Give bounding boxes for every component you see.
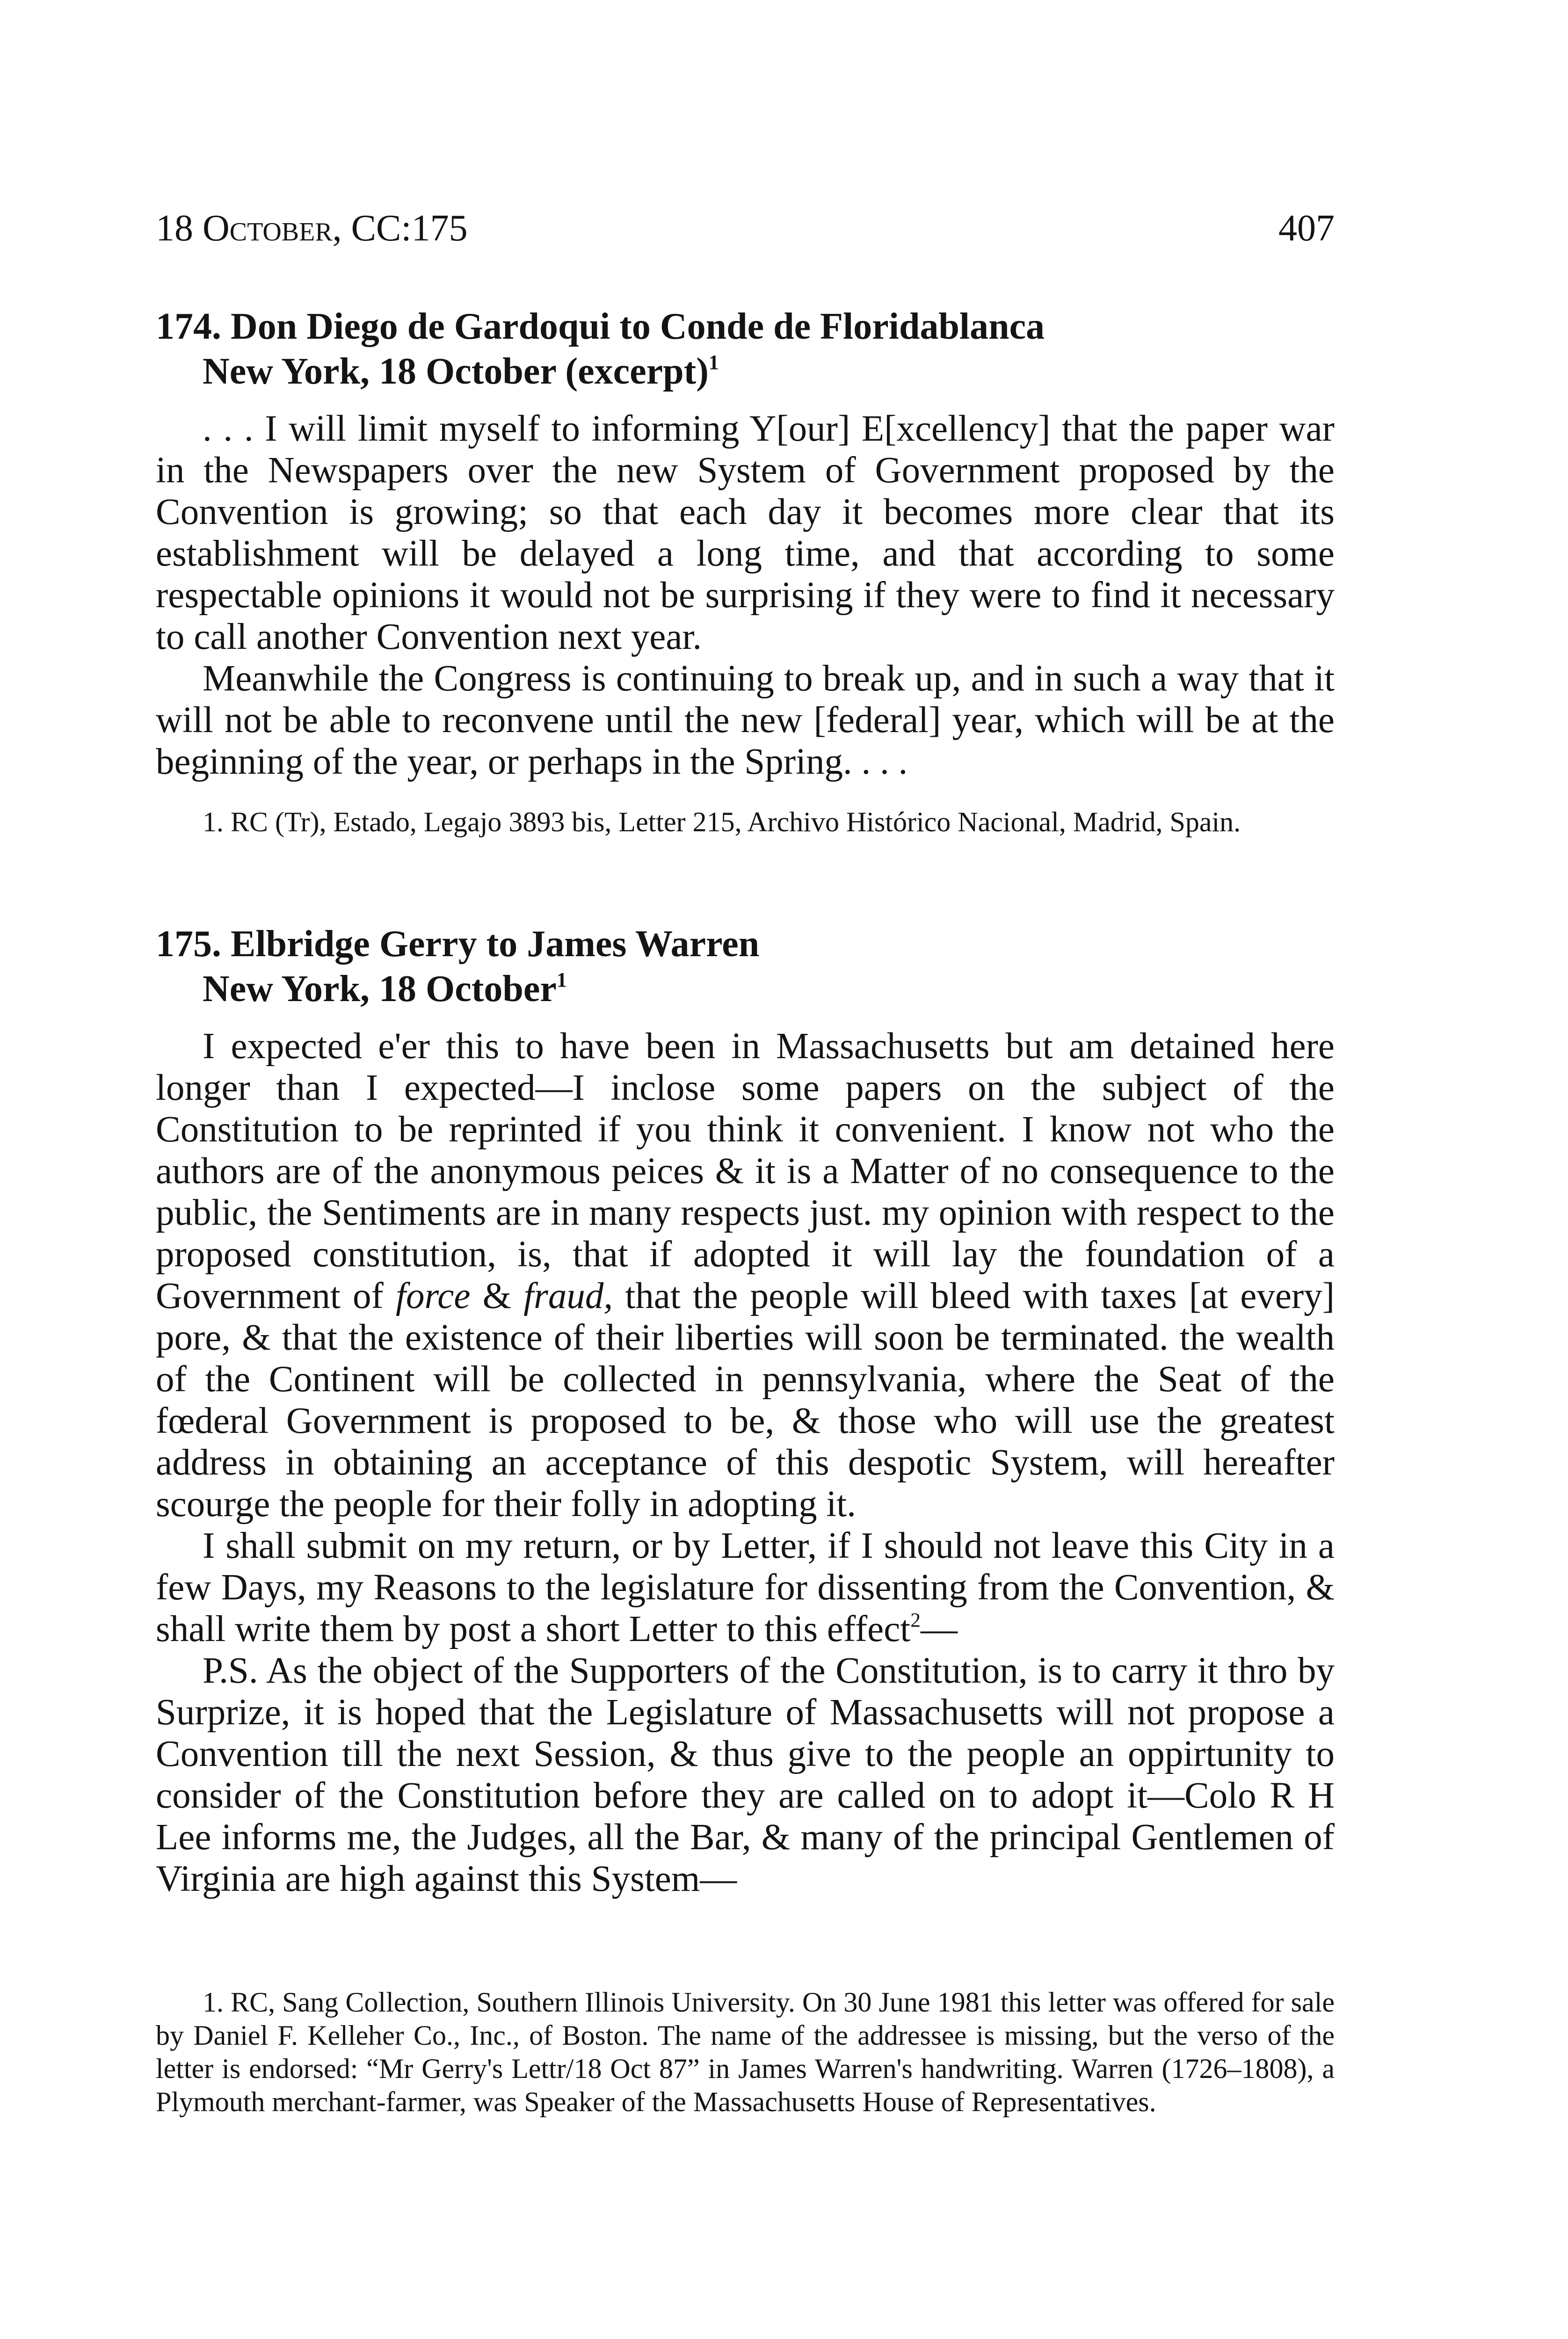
page-number: 407	[1278, 208, 1335, 249]
running-head-title: 18 October, CC:175	[156, 208, 468, 249]
document-175-postscript: P.S. As the object of the Supporters of the Constitution, is to carry it thro by Surprize, it is hoped that the Legislature of Massachusetts will not propose a Convention till the next Session, & thus give to the people an oppirtunity to consider of the Constitution before they are called on to adopt it—Colo R H Lee informs me, the Judges, all the Bar, & many of the principal Gentlemen of Virginia are high against this System—	[156, 1650, 1335, 1899]
footnote-text: 1. RC (Tr), Estado, Legajo 3893 bis, Letter 215, Archivo Histórico Nacional, Madrid, Spain.	[203, 806, 1241, 837]
document-175-title: 175. Elbridge Gerry to James Warren	[156, 923, 760, 965]
footnote-text: 1. RC, Sang Collection, Southern Illinois University. On 30 June 1981 this letter was offered for sale by Daniel F. Kelleher Co., Inc., of Boston. The name of the addressee is missing, but the verso of the letter is endorsed: “Mr Gerry's Lettr/18 Oct 87” in James Warren's handwriting. Warren (1726–1808), a Plymouth merchant-farmer, was Speaker of the Massachusetts House of Representatives.	[156, 1987, 1335, 2117]
document-175-paragraph-2: I shall submit on my return, or by Letter, if I should not leave this City in a few Days, my Reasons to the legislature for dissenting from the Convention, & shall write them by post a short Letter to this effect$^2$—	[156, 1525, 1335, 1649]
document-174-dateline: New York, 18 October (excerpt)$^1$	[203, 351, 719, 392]
document-175-footnote	[156, 1986, 1335, 2119]
document-174-paragraph-1: . . . I will limit myself to informing Y[our] E[xcellency] that the paper war in the Newspapers over the new System of Government proposed by the Convention is growing; so that each day it becomes more clear that its establishment will be delayed a long time, and that according to some respectable opinions it would not be surprising if they were to find it necessary to call another Convention next year.	[156, 408, 1335, 657]
document-174-paragraph-2: Meanwhile the Congress is continuing to break up, and in such a way that it will not be able to reconvene until the new [federal] year, which will be at the beginning of the year, or perhaps in the Spring. . . .	[156, 658, 1335, 782]
document-175-body	[156, 1025, 1335, 1900]
document-174-footnote	[156, 806, 1335, 839]
document-175-dateline: New York, 18 October$^1$	[203, 968, 567, 1010]
footnote-marker: 2	[910, 1609, 921, 1632]
document-175-heading	[156, 922, 1335, 1011]
footnote-marker: 1	[708, 351, 719, 374]
document-174-heading	[156, 304, 1335, 394]
document-174-body	[156, 408, 1335, 783]
running-head-month: October	[203, 208, 333, 249]
document-174-title: 174. Don Diego de Gardoqui to Conde de Floridablanca	[156, 306, 1045, 347]
footnote-marker: 1	[556, 968, 567, 992]
document-175-paragraph-1: I expected e'er this to have been in Massachusetts but am detained here longer than I expected—I inclose some papers on the subject of the Constitution to be reprinted if you think it convenient. I know not who the authors are of the anonymous peices & it is a Matter of no consequence to the public, the Sentiments are in many respects just. my opinion with respect to the proposed constitution, is, that if adopted it will lay the foundation of a Government of force & fraud, that the people will bleed with taxes [at every] pore, & that the existence of their liberties will soon be terminated. the wealth of the Continent will be collected in pennsylvania, where the Seat of the fœderal Government is proposed to be, & those who will use the greatest address in obtaining an acceptance of this despotic System, will hereafter scourge the people for their folly in adopting it.	[156, 1026, 1335, 1525]
